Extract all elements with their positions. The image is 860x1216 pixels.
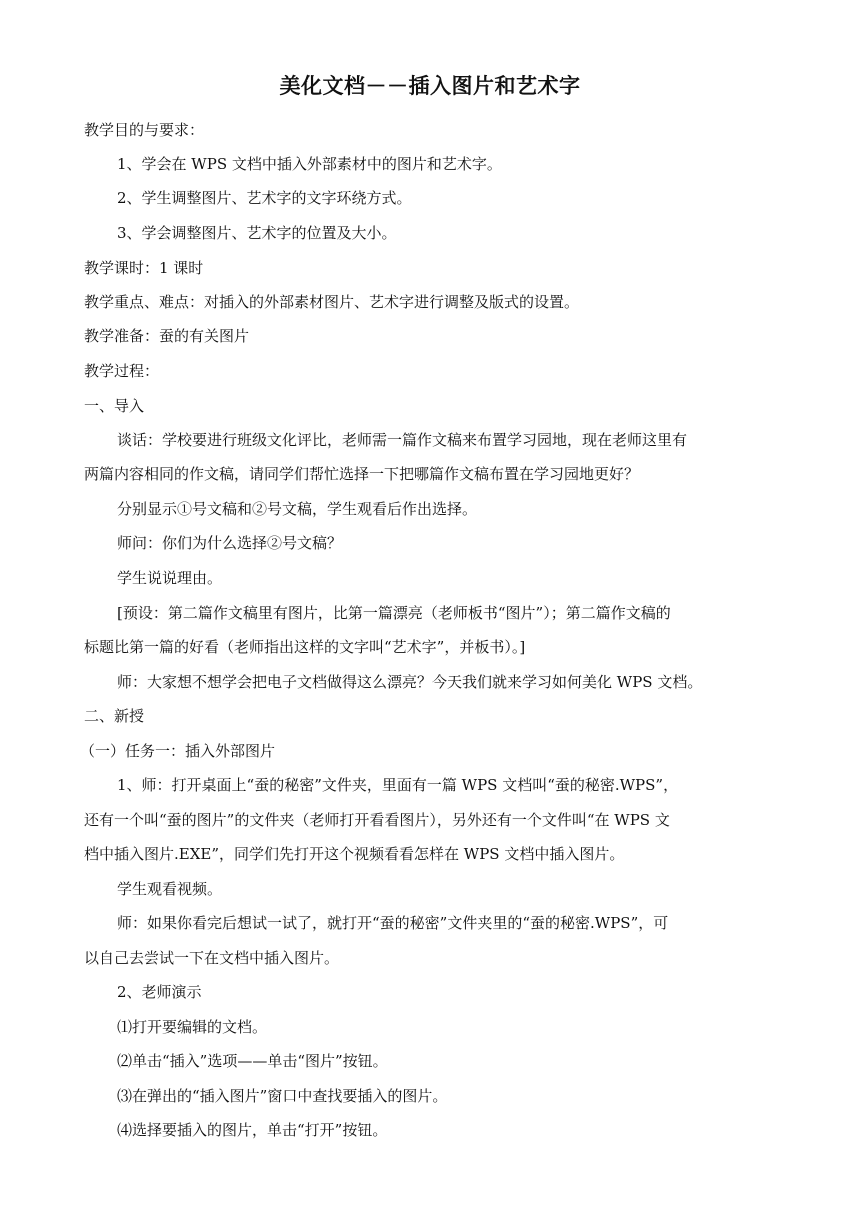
text-line: 还有一个叫“蚕的图片”的文件夹（老师打开看看图片），另外还有一个文件叫“在 WPS 文	[84, 811, 670, 829]
text-line: 分别显示①号文稿和②号文稿，学生观看后作出选择。	[117, 500, 478, 518]
text-line: 1、学会在 WPS 文档中插入外部素材中的图片和艺术字。	[117, 155, 502, 173]
document-title: 美化文档－－插入图片和艺术字	[279, 74, 581, 98]
text-line: 两篇内容相同的作文稿，请同学们帮忙选择一下把哪篇作文稿布置在学习园地更好？	[84, 465, 640, 483]
text-line: 师问：你们为什么选择②号文稿？	[117, 534, 343, 552]
text-line: 2、老师演示	[117, 983, 202, 1001]
text-line: 以自己去尝试一下在文档中插入图片。	[84, 949, 340, 967]
text-line: 1、师：打开桌面上“蚕的秘密”文件夹，里面有一篇 WPS 文档叫“蚕的秘密.WPS”，	[117, 776, 679, 794]
text-line: （一）任务一：插入外部图片	[80, 742, 276, 760]
text-line: 档中插入图片.EXE”，同学们先打开这个视频看看怎样在 WPS 文档中插入图片。	[84, 845, 625, 863]
text-line: 教学准备：蚕的有关图片	[84, 327, 250, 345]
text-line: 师：大家想不想学会把电子文档做得这么漂亮？今天我们就来学习如何美化 WPS 文档。	[117, 673, 703, 691]
text-line: ⑵单击“插入”选项——单击“图片”按钮。	[117, 1052, 388, 1070]
text-line: 2、学生调整图片、艺术字的文字环绕方式。	[117, 189, 412, 207]
text-line: 标题比第一篇的好看（老师指出这样的文字叫“艺术字”，并板书）。]	[84, 638, 526, 656]
text-line: ⑷选择要插入的图片，单击“打开”按钮。	[117, 1121, 388, 1139]
text-line: 教学过程：	[84, 362, 160, 380]
text-line: 二、新授	[84, 707, 145, 725]
text-line: 学生说说理由。	[117, 569, 223, 587]
text-line: 教学重点、难点：对插入的外部素材图片、艺术字进行调整及版式的设置。	[84, 293, 580, 311]
text-line: 3、学会调整图片、艺术字的位置及大小。	[117, 224, 397, 242]
text-line: 谈话：学校要进行班级文化评比，老师需一篇作文稿来布置学习园地，现在老师这里有	[117, 431, 688, 449]
text-line: 一、导入	[84, 397, 145, 415]
text-line: 教学课时：1 课时	[84, 259, 204, 277]
text-line: 学生观看视频。	[117, 880, 223, 898]
text-line: 师：如果你看完后想试一试了，就打开“蚕的秘密”文件夹里的“蚕的秘密.WPS”，可	[117, 914, 669, 932]
text-line: ⑴打开要编辑的文档。	[117, 1018, 268, 1036]
text-line: 教学目的与要求：	[84, 121, 205, 139]
text-line: ⑶在弹出的“插入图片”窗口中查找要插入的图片。	[117, 1087, 448, 1105]
text-line: [预设：第二篇作文稿里有图片，比第一篇漂亮（老师板书“图片”）；第二篇作文稿的	[117, 604, 671, 622]
